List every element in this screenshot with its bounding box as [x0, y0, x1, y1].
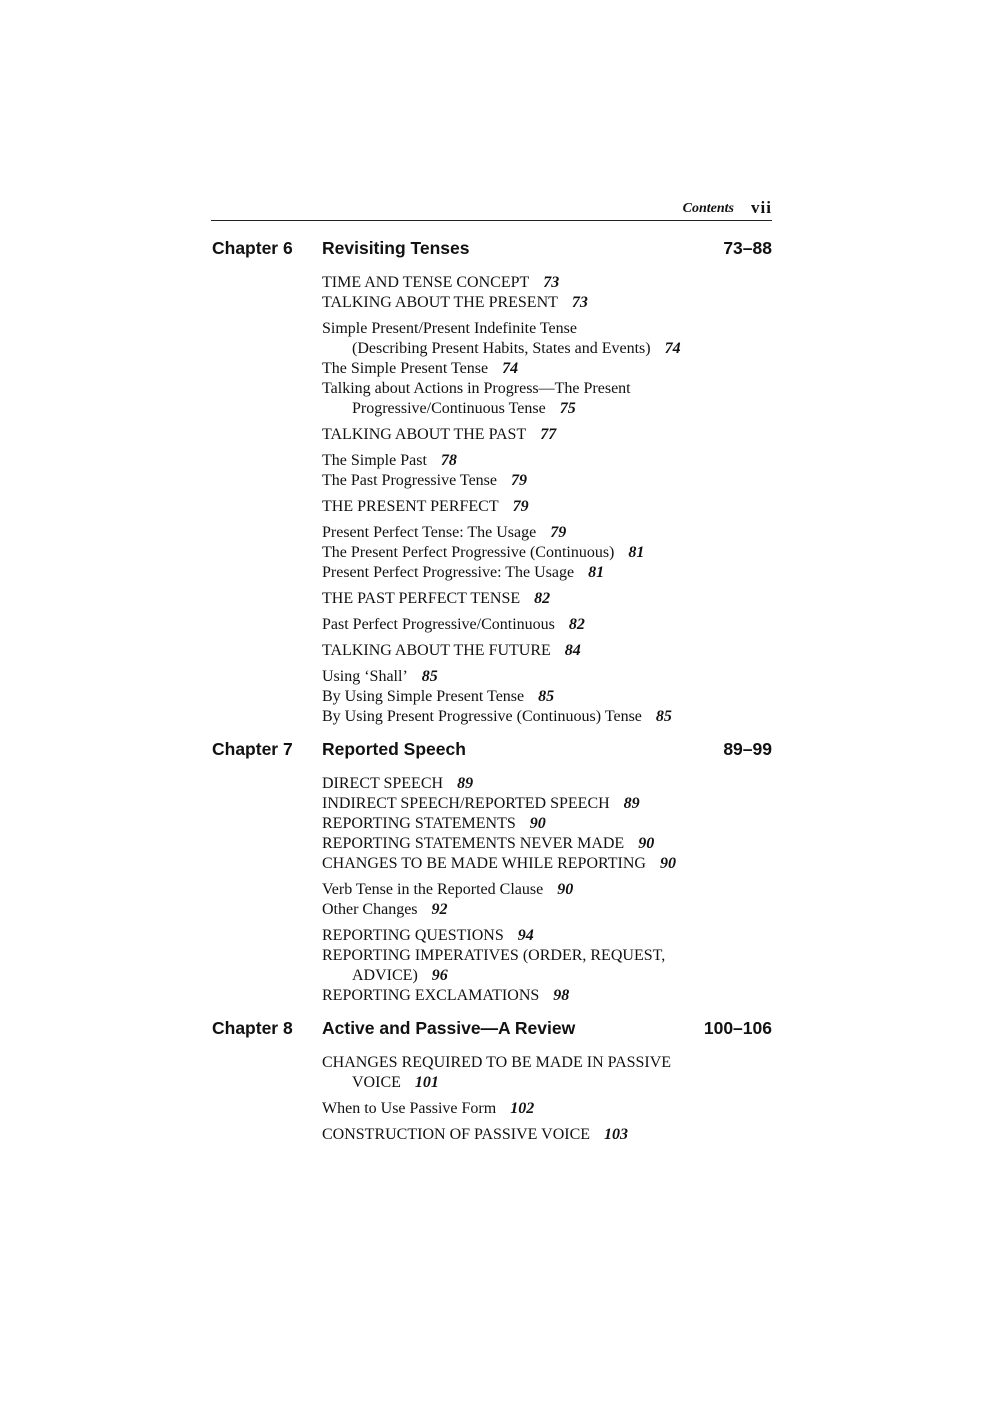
toc-entry-page: 79	[550, 524, 567, 541]
toc-entry-page: 89	[623, 795, 640, 812]
toc-entry-page: 103	[604, 1126, 629, 1143]
running-header	[211, 200, 772, 221]
toc-entry	[322, 926, 772, 946]
toc-entry-line	[322, 543, 772, 563]
toc-entry	[322, 451, 772, 471]
toc-entry	[322, 880, 772, 900]
entry-group	[322, 880, 772, 920]
entry-group	[322, 926, 772, 1006]
toc-entry-line	[322, 1073, 772, 1093]
toc-entry-line	[322, 359, 772, 379]
toc-entry-text: CHANGES REQUIRED TO BE MADE IN PASSIVE	[322, 1054, 672, 1071]
toc-entry-line	[322, 293, 772, 313]
chapter-heading	[211, 739, 772, 763]
chapter-title: Active and Passive—A Review	[322, 1018, 576, 1038]
entry-group	[322, 641, 772, 661]
toc-entry	[322, 379, 772, 419]
toc-entry	[322, 589, 772, 609]
toc-entry-text: CHANGES TO BE MADE WHILE REPORTING	[322, 855, 646, 872]
toc-entry-page: 92	[431, 901, 448, 918]
toc-entry-page: 74	[502, 360, 519, 377]
chapter-label: Chapter 7	[212, 739, 293, 759]
toc-entry-text: THE PRESENT PERFECT	[322, 498, 499, 515]
entry-group	[322, 1053, 772, 1093]
running-header-section: Contents	[682, 201, 734, 216]
toc-entry-text: Other Changes	[322, 901, 418, 918]
toc-entry-page: 85	[655, 708, 672, 725]
toc-entry-line	[322, 589, 772, 609]
toc-entry	[322, 946, 772, 986]
toc-entry-text: Present Perfect Tense: The Usage	[322, 524, 537, 541]
toc-entry-line	[322, 880, 772, 900]
toc-entry-text: When to Use Passive Form	[322, 1100, 497, 1117]
toc-entry	[322, 794, 772, 814]
toc-entry-page: 98	[553, 987, 570, 1004]
toc-entry-text: VOICE	[352, 1074, 401, 1091]
toc-entry-page: 77	[540, 426, 557, 443]
chapter-title: Revisiting Tenses	[322, 238, 470, 258]
toc-entry-page: 79	[511, 472, 527, 489]
chapter-page-range: 89–99	[723, 739, 772, 759]
toc-entry-text: REPORTING STATEMENTS NEVER MADE	[322, 835, 625, 852]
toc-entry-text: The Simple Present Tense	[322, 360, 489, 377]
entry-group	[322, 451, 772, 491]
toc-entry-line	[322, 641, 772, 661]
toc-entry-page: 84	[564, 642, 581, 659]
toc-entry-line	[322, 926, 772, 946]
entry-group	[322, 667, 772, 727]
toc-entry-page: 79	[512, 498, 529, 515]
toc-entry-text: Simple Present/Present Indefinite Tense	[322, 320, 577, 337]
toc-entry-line	[322, 946, 772, 966]
toc-entry-page: 90	[529, 815, 546, 832]
toc-entry-text: REPORTING QUESTIONS	[322, 927, 504, 944]
toc-entry-text: Talking about Actions in Progress—The Present	[322, 380, 631, 397]
toc-entry-line	[322, 986, 772, 1006]
toc-entry-text: The Past Progressive Tense	[322, 472, 497, 489]
toc-entry-text: TALKING ABOUT THE PRESENT	[322, 294, 558, 311]
chapter-entries	[322, 1053, 772, 1145]
toc-entry-line	[322, 834, 772, 854]
toc-entry-text: REPORTING EXCLAMATIONS	[322, 987, 540, 1004]
toc-entry-line	[322, 1125, 772, 1145]
toc-entry	[322, 854, 772, 874]
entry-group	[322, 319, 772, 419]
toc-entry-line	[322, 854, 772, 874]
toc-entry-line	[322, 451, 772, 471]
toc-entry-line	[322, 1099, 772, 1119]
toc-entry	[322, 319, 772, 359]
toc-entry-text: REPORTING STATEMENTS	[322, 815, 516, 832]
toc-entry-page: 75	[559, 400, 576, 417]
toc-entry-line	[322, 339, 772, 359]
toc-entry-text: CONSTRUCTION OF PASSIVE VOICE	[322, 1126, 591, 1143]
toc-entry-page: 96	[431, 967, 448, 984]
toc-entry-page: 81	[628, 544, 645, 561]
toc-entry-line	[322, 1053, 772, 1073]
toc-entry-line	[322, 319, 772, 339]
toc-entry-text: (Describing Present Habits, States and Events)	[352, 340, 651, 357]
toc-entry	[322, 523, 772, 543]
toc-entry-text: The Simple Past	[322, 452, 427, 469]
toc-entry-page: 90	[638, 835, 655, 852]
entry-group	[322, 1125, 772, 1145]
toc-entry-line	[322, 774, 772, 794]
chapter-label: Chapter 8	[212, 1018, 293, 1038]
toc-entry	[322, 986, 772, 1006]
toc-entry-line	[322, 667, 772, 687]
table-of-contents	[211, 238, 772, 1157]
toc-entry-text: TALKING ABOUT THE PAST	[322, 426, 527, 443]
toc-entry	[322, 615, 772, 635]
toc-entry-page: 94	[517, 927, 534, 944]
toc-entry	[322, 1099, 772, 1119]
toc-entry-text: Using ‘Shall’	[322, 668, 408, 685]
toc-entry	[322, 814, 772, 834]
toc-entry-line	[322, 497, 772, 517]
toc-entry	[322, 543, 772, 563]
toc-entry-page: 73	[571, 294, 588, 311]
toc-entry-page: 89	[457, 775, 474, 792]
toc-entry	[322, 563, 772, 583]
toc-entry	[322, 667, 772, 687]
toc-entry-page: 82	[534, 590, 551, 607]
chapter-entries	[322, 273, 772, 727]
chapter-title: Reported Speech	[322, 739, 466, 759]
toc-entry	[322, 641, 772, 661]
toc-entry	[322, 774, 772, 794]
toc-entry-text: By Using Present Progressive (Continuous) Tense	[322, 708, 642, 725]
chapter-page-range: 73–88	[723, 238, 772, 258]
toc-entry-text: TALKING ABOUT THE FUTURE	[322, 642, 551, 659]
chapter-heading	[211, 1018, 772, 1042]
chapter-heading	[211, 238, 772, 262]
chapter-entries	[322, 774, 772, 1006]
toc-entry	[322, 707, 772, 727]
entry-group	[322, 497, 772, 517]
toc-entry-text: TIME AND TENSE CONCEPT	[322, 274, 530, 291]
entry-group	[322, 615, 772, 635]
entry-group	[322, 774, 772, 874]
toc-entry-page: 82	[568, 616, 585, 633]
toc-entry-text: Present Perfect Progressive: The Usage	[322, 564, 575, 581]
toc-entry-page: 85	[538, 688, 555, 705]
toc-entry-text: Past Perfect Progressive/Continuous	[322, 616, 555, 633]
toc-entry-text: INDIRECT SPEECH/REPORTED SPEECH	[322, 795, 610, 812]
toc-entry-text: THE PAST PERFECT TENSE	[322, 590, 521, 607]
toc-entry	[322, 273, 772, 293]
toc-entry	[322, 1053, 772, 1093]
toc-entry-line	[322, 615, 772, 635]
toc-entry-line	[322, 966, 772, 986]
entry-group	[322, 1099, 772, 1119]
toc-entry	[322, 497, 772, 517]
toc-entry-text: Verb Tense in the Reported Clause	[322, 881, 544, 898]
toc-entry-text: ADVICE)	[352, 967, 418, 984]
toc-entry-line	[322, 425, 772, 445]
entry-group	[322, 273, 772, 313]
chapter-page-range: 100–106	[703, 1018, 772, 1038]
toc-entry-line	[322, 563, 772, 583]
toc-entry-page: 73	[543, 274, 560, 291]
toc-entry	[322, 834, 772, 854]
toc-entry-page: 78	[440, 452, 457, 469]
toc-entry-line	[322, 379, 772, 399]
toc-entry-line	[322, 814, 772, 834]
toc-entry-line	[322, 399, 772, 419]
entry-group	[322, 589, 772, 609]
page-number: vii	[751, 198, 772, 217]
toc-entry-line	[322, 900, 772, 920]
toc-entry	[322, 687, 772, 707]
toc-entry-page: 85	[421, 668, 438, 685]
toc-entry-line	[322, 471, 772, 491]
toc-entry-text: By Using Simple Present Tense	[322, 688, 525, 705]
toc-entry-line	[322, 273, 772, 293]
entry-group	[322, 425, 772, 445]
toc-entry-text: DIRECT SPEECH	[322, 775, 444, 792]
toc-entry-page: 101	[414, 1074, 439, 1091]
toc-entry-line	[322, 687, 772, 707]
toc-entry-text: REPORTING IMPERATIVES (ORDER, REQUEST,	[322, 947, 666, 964]
toc-entry	[322, 1125, 772, 1145]
toc-entry-page: 74	[664, 340, 681, 357]
toc-entry	[322, 293, 772, 313]
entry-group	[322, 523, 772, 583]
toc-entry-line	[322, 523, 772, 543]
toc-entry	[322, 425, 772, 445]
toc-entry	[322, 900, 772, 920]
toc-entry-text: Progressive/Continuous Tense	[352, 400, 546, 417]
toc-entry	[322, 471, 772, 491]
toc-entry-line	[322, 707, 772, 727]
toc-entry	[322, 359, 772, 379]
toc-entry-page: 90	[659, 855, 676, 872]
toc-entry-line	[322, 794, 772, 814]
toc-entry-page: 81	[588, 564, 605, 581]
toc-entry-page: 102	[510, 1100, 535, 1117]
chapter-label: Chapter 6	[212, 238, 293, 258]
toc-entry-text: The Present Perfect Progressive (Continuous)	[322, 544, 615, 561]
toc-entry-page: 90	[557, 881, 574, 898]
